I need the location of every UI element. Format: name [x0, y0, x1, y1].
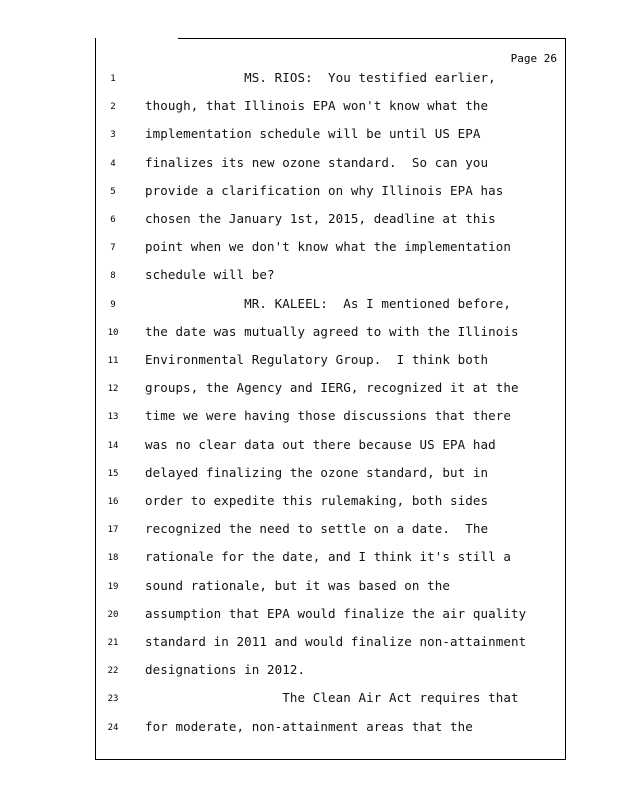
transcript-line: [0, 181, 619, 209]
line-text: MS. RIOS: You testified earlier,: [145, 70, 496, 85]
transcript-line: [0, 68, 619, 96]
line-text: sound rationale, but it was based on the: [145, 577, 451, 593]
transcript-line: [0, 350, 619, 378]
transcript-line: [0, 124, 619, 152]
page-border-bottom: [95, 759, 566, 760]
line-text: designations in 2012.: [145, 662, 306, 678]
transcript-line: [0, 153, 619, 181]
line-number: 14: [107, 440, 119, 451]
line-number: 24: [107, 722, 119, 733]
line-text: The Clean Air Act requires that: [145, 690, 519, 706]
line-text: order to expedite this rulemaking, both sides: [145, 493, 489, 508]
transcript-line: [0, 632, 619, 660]
line-number: 16: [107, 497, 119, 507]
line-text: schedule will be?: [145, 267, 275, 283]
line-text: assumption that EPA would finalize the air quality: [145, 605, 527, 621]
line-number: 6: [110, 215, 116, 225]
line-text: delayed finalizing the ozone standard, but in: [145, 464, 489, 480]
line-text: rationale for the date, and I think it's still a: [145, 549, 512, 565]
transcript-line: [0, 491, 619, 519]
line-number: 20: [107, 609, 119, 620]
page-number: Page 26: [510, 52, 557, 65]
transcript-line: [0, 717, 619, 745]
transcript-line: [0, 96, 619, 124]
line-number: 11: [107, 356, 119, 366]
line-text: provide a clarification on why Illinois EPA has: [145, 182, 504, 198]
line-text: MR. KALEEL: As I mentioned before,: [145, 295, 512, 311]
line-number: 7: [110, 243, 116, 254]
line-number: 12: [107, 384, 119, 395]
line-text: implementation schedule will be until US EPA: [145, 126, 481, 142]
transcript-line: [0, 604, 619, 632]
transcript-line: [0, 209, 619, 237]
transcript-line: [0, 322, 619, 350]
line-text: was no clear data out there because US EPA had: [145, 436, 496, 452]
transcript-line: [0, 378, 619, 406]
line-text: finalizes its new ozone standard. So can you: [145, 154, 489, 170]
line-number: 1: [110, 74, 116, 84]
line-number: 3: [110, 130, 116, 141]
line-text: point when we don't know what the implementation: [145, 239, 512, 255]
line-number: 10: [107, 327, 119, 338]
page-border-top: [178, 38, 566, 39]
line-number: 9: [110, 299, 116, 310]
transcript-line: [0, 519, 619, 547]
line-number: 18: [107, 553, 119, 564]
line-number: 19: [107, 581, 119, 592]
line-text: the date was mutually agreed to with the Illinois: [145, 323, 519, 339]
line-number: 17: [107, 525, 119, 536]
line-number: 8: [110, 271, 116, 282]
line-text: Environmental Regulatory Group. I think both: [145, 352, 489, 367]
transcript-line: [0, 406, 619, 434]
transcript-line: [0, 660, 619, 688]
line-number: 21: [107, 638, 119, 648]
line-number: 5: [110, 186, 116, 197]
line-number: 13: [107, 412, 119, 423]
transcript-line: [0, 463, 619, 491]
transcript-line: [0, 576, 619, 604]
transcript-line: [0, 435, 619, 463]
line-number: 4: [110, 158, 116, 169]
transcript-line: [0, 265, 619, 293]
line-number: 15: [107, 468, 119, 479]
line-number: 23: [107, 694, 119, 705]
line-text: recognized the need to settle on a date. The: [145, 521, 489, 537]
transcript-line: [0, 547, 619, 575]
line-text: time we were having those discussions that there: [145, 408, 512, 424]
line-number: 2: [110, 102, 116, 113]
line-text: standard in 2011 and would finalize non-attainment: [145, 634, 527, 649]
line-text: groups, the Agency and IERG, recognized it at the: [145, 380, 519, 396]
line-text: chosen the January 1st, 2015, deadline at this: [145, 211, 496, 226]
line-text: for moderate, non-attainment areas that the: [145, 718, 473, 734]
line-text: though, that Illinois EPA won't know what the: [145, 98, 489, 114]
line-number: 22: [107, 666, 119, 677]
transcript-line: [0, 688, 619, 716]
transcript-line: [0, 294, 619, 322]
transcript-line: [0, 237, 619, 265]
